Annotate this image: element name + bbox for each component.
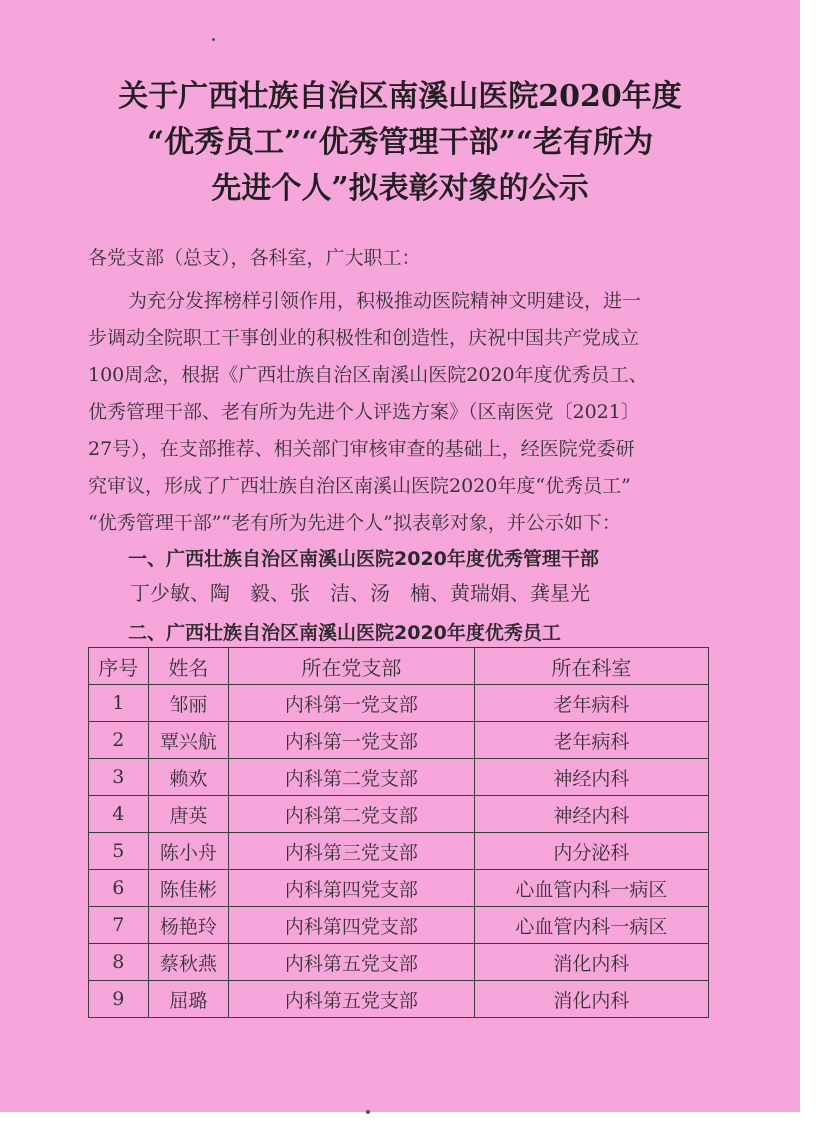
cell-number: 8 — [89, 944, 149, 981]
table-row — [89, 944, 709, 981]
cell-party-branch: 内科第五党支部 — [229, 944, 475, 981]
cell-department: 消化内科 — [474, 981, 708, 1018]
section1-names: 丁少敏、陶 毅、张 洁、汤 楠、黄瑞娟、龚星光 — [130, 581, 590, 605]
cell-name: 唐英 — [148, 796, 229, 833]
cell-number: 5 — [89, 833, 149, 870]
table-row — [89, 796, 709, 833]
title-line-1: 关于广西壮族自治区南溪山医院2020年度 — [118, 79, 682, 114]
table-row — [89, 833, 709, 870]
table-row — [89, 870, 709, 907]
paragraph-line: 优秀管理干部、老有所为先进个人评选方案》（区南医党〔2021〕 — [88, 401, 640, 423]
section1-heading: 一、广西壮族自治区南溪山医院2020年度优秀管理干部 — [128, 548, 599, 570]
table-header-row — [89, 648, 709, 685]
header-department: 所在科室 — [474, 648, 708, 685]
paragraph-line: 27号），在支部推荐、相关部门审核审查的基础上，经医院党委研 — [88, 438, 635, 460]
cell-number: 7 — [89, 907, 149, 944]
paragraph-line: 100周念，根据《广西壮族自治区南溪山医院2020年度优秀员工、 — [88, 364, 648, 386]
cell-party-branch: 内科第四党支部 — [229, 907, 475, 944]
cell-number: 3 — [89, 759, 149, 796]
cell-name: 邹丽 — [148, 685, 229, 722]
cell-party-branch: 内科第二党支部 — [229, 759, 475, 796]
header-party-branch: 所在党支部 — [229, 648, 475, 685]
section2-heading: 二、广西壮族自治区南溪山医院2020年度优秀员工 — [128, 622, 561, 644]
cell-name: 屈璐 — [148, 981, 229, 1018]
cell-department: 心血管内科一病区 — [474, 870, 708, 907]
awardee-table — [88, 647, 709, 1018]
header-number: 序号 — [89, 648, 149, 685]
cell-department: 神经内科 — [474, 759, 708, 796]
cell-name: 杨艳玲 — [148, 907, 229, 944]
table-row — [89, 722, 709, 759]
cell-department: 神经内科 — [474, 796, 708, 833]
table-row — [89, 685, 709, 722]
title-line-2: “优秀员工”“优秀管理干部”“老有所为 — [146, 125, 654, 160]
cell-name: 陈小舟 — [148, 833, 229, 870]
salutation: 各党支部（总支），各科室，广大职工： — [88, 247, 421, 269]
cell-party-branch: 内科第五党支部 — [229, 981, 475, 1018]
scan-speck — [366, 1110, 370, 1114]
table-row — [89, 759, 709, 796]
cell-number: 2 — [89, 722, 149, 759]
document-title — [0, 74, 800, 212]
table-row — [89, 981, 709, 1018]
cell-party-branch: 内科第三党支部 — [229, 833, 475, 870]
paragraph-line: “优秀管理干部”“老有所为先进个人”拟表彰对象，并公示如下： — [88, 512, 621, 534]
cell-department: 老年病科 — [474, 685, 708, 722]
paragraph-line: 步调动全院职工干事创业的积极性和创造性，庆祝中国共产党成立 — [88, 327, 640, 349]
cell-department: 消化内科 — [474, 944, 708, 981]
cell-name: 赖欢 — [148, 759, 229, 796]
cell-number: 9 — [89, 981, 149, 1018]
cell-department: 内分泌科 — [474, 833, 708, 870]
table-row — [89, 907, 709, 944]
paragraph-line: 究审议，形成了广西壮族自治区南溪山医院2020年度“优秀员工” — [88, 475, 631, 497]
cell-number: 6 — [89, 870, 149, 907]
cell-number: 1 — [89, 685, 149, 722]
cell-name: 覃兴航 — [148, 722, 229, 759]
cell-party-branch: 内科第四党支部 — [229, 870, 475, 907]
cell-number: 4 — [89, 796, 149, 833]
cell-party-branch: 内科第二党支部 — [229, 796, 475, 833]
cell-department: 心血管内科一病区 — [474, 907, 708, 944]
header-name: 姓名 — [148, 648, 229, 685]
cell-party-branch: 内科第一党支部 — [229, 722, 475, 759]
scan-speck — [212, 38, 215, 41]
cell-name: 陈佳彬 — [148, 870, 229, 907]
cell-party-branch: 内科第一党支部 — [229, 685, 475, 722]
title-line-3: 先进个人”拟表彰对象的公示 — [211, 171, 589, 206]
cell-name: 蔡秋燕 — [148, 944, 229, 981]
cell-department: 老年病科 — [474, 722, 708, 759]
paragraph-line: 为充分发挥榜样引领作用，积极推动医院精神文明建设，进一 — [128, 290, 642, 312]
intro-paragraph — [88, 283, 728, 542]
